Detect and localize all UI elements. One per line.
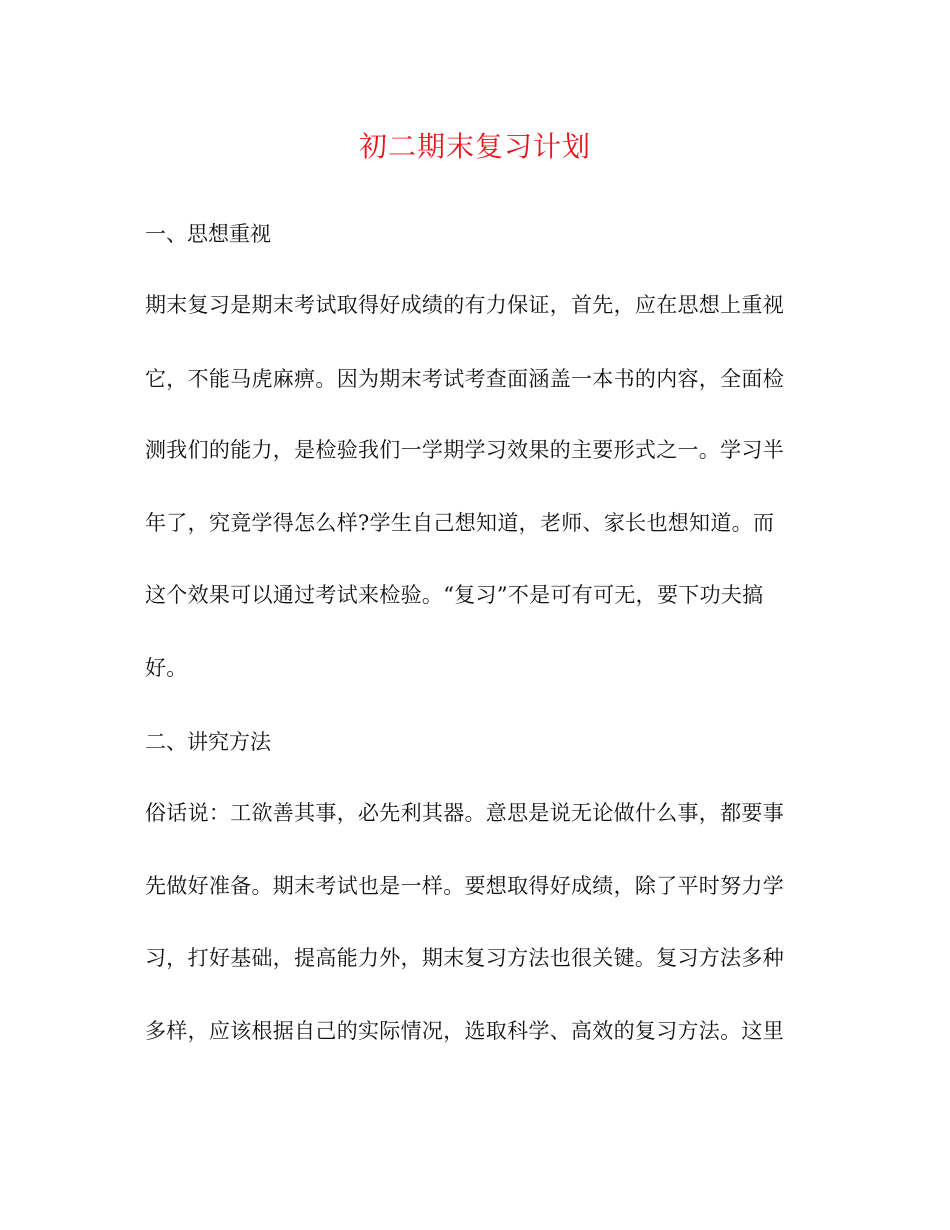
paragraph-line: 俗话说：工欲善其事，必先利其器。意思是说无论做什么事，都要事 [145,801,784,825]
paragraph-line: 先做好准备。期末考试也是一样。要想取得好成绩，除了平时努力学 [145,874,784,898]
document-title: 初二期末复习计划 [358,130,591,163]
paragraph-line: 好。 [145,656,188,680]
paragraph-line: 习，打好基础，提高能力外，期末复习方法也很关键。复习方法多种 [145,946,784,970]
paragraph-line: 它，不能马虎麻痹。因为期末考试考查面涵盖一本书的内容，全面检 [145,367,784,391]
section-heading-2: 二、讲究方法 [145,730,271,754]
paragraph-line: 这个效果可以通过考试来检验。“复习”不是可有可无，要下功夫搞 [145,583,764,607]
paragraph-line: 年了，究竟学得怎么样?学生自己想知道，老师、家长也想知道。而 [145,511,775,535]
paragraph-line: 测我们的能力，是检验我们一学期学习效果的主要形式之一。学习半 [145,438,784,462]
paragraph-line: 多样，应该根据自己的实际情况，选取科学、高效的复习方法。这里 [145,1019,784,1043]
paragraph-line: 期末复习是期末考试取得好成绩的有力保证，首先，应在思想上重视 [145,293,784,317]
section-heading-1: 一、思想重视 [145,222,271,246]
